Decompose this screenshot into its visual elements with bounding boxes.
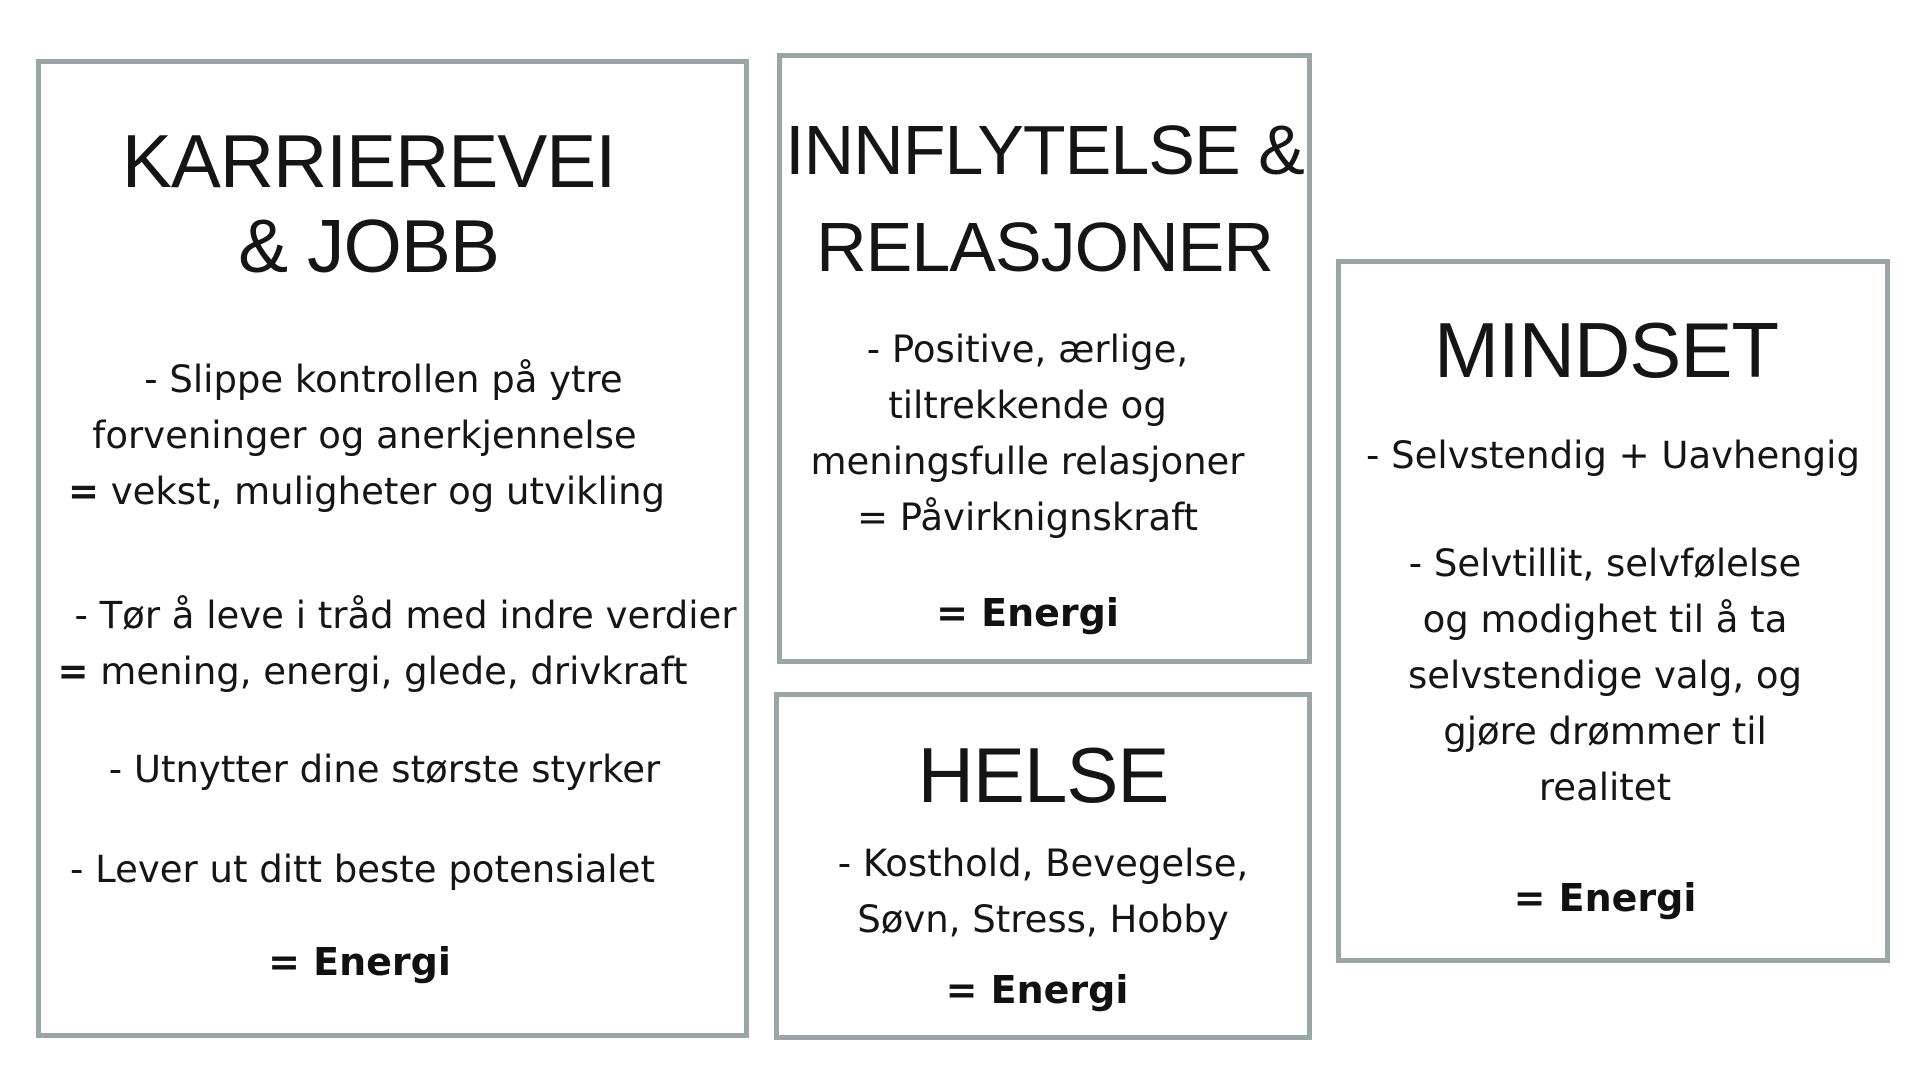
mindset-point2-line3: selvstendige valg, og <box>1408 654 1802 697</box>
influence-title-line2: RELASJONER <box>816 208 1273 286</box>
health-text-line2: Søvn, Stress, Hobby <box>857 898 1229 941</box>
career-point3: - Utnytter dine største styrker <box>108 748 661 791</box>
health-card <box>774 692 1312 1040</box>
mindset-point1: - Selvstendig + Uavhengig <box>1366 434 1860 477</box>
mindset-point2-line5: realitet <box>1538 766 1672 809</box>
health-energy: = Energi <box>945 968 1129 1012</box>
career-title-line1: KARRIEREVEI <box>121 119 616 203</box>
career-point2-result: mening, energi, glede, drivkraft <box>88 650 688 693</box>
career-point1-line2: forveninger og anerkjennelse <box>92 414 637 457</box>
mindset-point2-line2: og modighet til å ta <box>1422 598 1788 641</box>
career-point1-equals: = <box>67 470 99 513</box>
career-point1-line3 <box>41 464 744 520</box>
career-card <box>36 59 749 1038</box>
influence-text-line4: = Påvirknignskraft <box>856 496 1199 539</box>
influence-text-line3: meningsfulle relasjoner <box>810 440 1245 483</box>
influence-text-line1: - Positive, ærlige, <box>866 328 1189 371</box>
health-text-line1: - Kosthold, Bevegelse, <box>837 842 1249 885</box>
influence-energy: = Energi <box>936 591 1119 635</box>
career-point2-line2 <box>41 644 744 700</box>
influence-title-line1: INNFLYTELSE & <box>785 111 1304 189</box>
mindset-point2-line1: - Selvtillit, selvfølelse <box>1408 542 1802 585</box>
career-point4: - Lever ut ditt beste potensialet <box>70 848 655 891</box>
mindset-energy: = Energi <box>1513 876 1697 920</box>
influence-card <box>777 53 1312 664</box>
career-point2-equals: = <box>57 650 89 693</box>
career-point1-line1: - Slippe kontrollen på ytre <box>144 358 623 401</box>
mindset-point2-line4: gjøre drømmer til <box>1443 710 1767 753</box>
mindset-title: MINDSET <box>1434 306 1778 394</box>
career-point1-result: vekst, muligheter og utvikling <box>98 470 666 513</box>
career-energy: = Energi <box>268 940 451 984</box>
career-title-line2: & JOBB <box>238 204 499 288</box>
mindset-card <box>1336 259 1890 963</box>
influence-text-line2: tiltrekkende og <box>888 384 1167 427</box>
health-title: HELSE <box>917 731 1169 819</box>
career-point2-line1: - Tør å leve i tråd med indre verdier <box>74 594 737 637</box>
